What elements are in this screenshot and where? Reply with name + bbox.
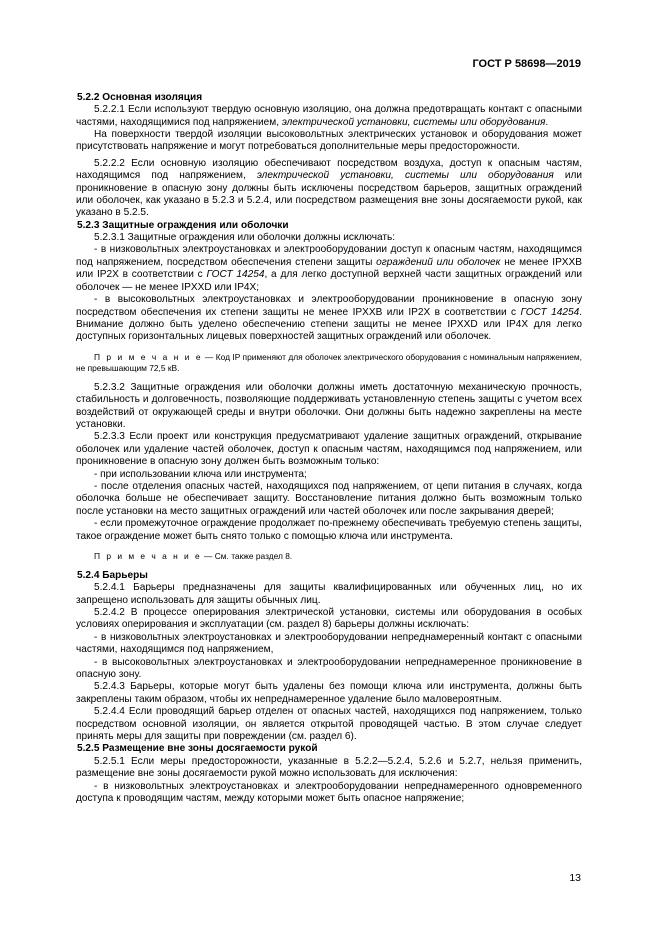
text-run: , а для легко доступной верхней части защитных ограждений или оболочек — не менее IPXXD или IP4X; — [76, 269, 582, 293]
text-run: - в высоковольтных электроустановках и электрооборудовании проникновение в опасную зону посредством обеспечения их степени защиты не менее IPXXB или IP2X в соответствии с — [76, 294, 582, 318]
paragraph-5-2-4-2: 5.2.4.2 В процессе оперирования электрической установки, системы или оборудования в особых условиях оперирования и эксплуатации (см. раздел 8) барьеры должны исключать: — [76, 607, 582, 631]
note-see-section-8 — [76, 551, 582, 562]
note-text: — Код IP применяют для оболочек электрического оборудования с номинальным напряжением, не превышающим 72,5 кВ. — [76, 351, 582, 373]
section-title-5-2-3: 5.2.3 Защитные ограждения или оболочки — [77, 219, 289, 231]
note-ip-code — [76, 352, 582, 374]
paragraph-5-2-5-1: 5.2.5.1 Если меры предосторожности, указанные в 5.2.2—5.2.4, 5.2.6 и 5.2.7, нельзя применить, размещение вне зоны досягаемости рукой можно использовать для исключения: — [76, 755, 582, 780]
list-item-simultaneous-access: - в низковольтных электроустановках и электрооборудовании непреднамеренного одновременного доступа к проводящим частям, между которыми может быть опасное напряжение; — [76, 780, 582, 804]
text-run: . Внимание должно быть уделено обеспечению степени защиты не менее IPXXD или IP4X для легко доступных горизонтальных лицевых поверхностей защитных ограждений или оболочек. — [76, 306, 582, 343]
section-title-5-2-2: 5.2.2 Основная изоляция — [77, 92, 203, 103]
text-run: 5.2.2.2 Если основную изоляцию обеспечивают посредством воздуха, доступ к опасным частям, находящимся под напряжением, — [76, 157, 582, 182]
paragraph-5-2-4-1: 5.2.4.1 Барьеры предназначены для защиты квалифицированных или обученных лиц, но их запрещено использовать для защиты обычных лиц. — [76, 582, 582, 606]
italic-text-run: электрической установки, системы или оборудования — [281, 116, 546, 128]
section-title-5-2-4: 5.2.4 Барьеры — [77, 570, 148, 581]
paragraph-5-2-3-2: 5.2.3.2 Защитные ограждения или оболочки должны иметь достаточную механическую прочность, стабильность и долговечность, позволяющие поддерживать установленную степень защиты с учетом всех воздействий от окружающей среды и внутри оболочки. Они должны быть надежно закреплены на месте установки. — [76, 381, 582, 430]
italic-text-run: электрической установки, системы или оборудования — [256, 170, 554, 182]
list-item-intermediate-barrier: - если промежуточное ограждение продолжает по-прежнему обеспечивать требуемую степень защиты, такое ограждение может быть снято только с помощью ключа или инструмента. — [76, 518, 582, 542]
page-number: 13 — [569, 872, 581, 884]
paragraph-5-2-4-3: 5.2.4.3 Барьеры, которые могут быть удалены без помощи ключа или инструмента, должны быть закреплены таким образом, чтобы их непреднамеренное удаление было маловероятным. — [76, 681, 582, 705]
list-item-low-voltage-contact: - в низковольтных электроустановках и электрооборудовании непреднамеренный контакт с опасными частями, находящимся под напряжением, — [76, 631, 582, 656]
text-run: или проникновение в опасную зону должны быть исключены посредством барьеров, защитных ограждений или оболочек, как указано в 5.2.3 и 5.2.4, или посредством размещения вне зоны досягаемости рукой, как указано в 5.2.5. — [76, 170, 582, 219]
paragraph-5-2-2-1-cont: На поверхности твердой изоляции высоковольтных электрических установок и оборудования может присутствовать напряжение и могут потребоваться дополнительные меры предосторожности. — [76, 129, 582, 153]
standard-reference: ГОСТ 14254 — [206, 269, 265, 281]
note-label: П р и м е ч а н и е — [94, 351, 203, 362]
standard-reference: ГОСТ 14254 — [520, 306, 580, 318]
list-item-key-tool: - при использовании ключа или инструмента; — [94, 468, 307, 480]
document-header: ГОСТ Р 58698—2019 — [472, 58, 581, 70]
paragraph-5-2-2-2 — [76, 158, 582, 220]
section-title-5-2-5: 5.2.5 Размещение вне зоны досягаемости рукой — [77, 743, 318, 755]
paragraph-5-2-4-4: 5.2.4.4 Если проводящий барьер отделен от опасных частей, находящихся под напряжением, только посредством основной изоляции, он является открытой проводящей частью. В этом случае следует принять меры для защиты при повреждении (см. раздел 6). — [76, 706, 582, 743]
italic-text-run: ограждений или оболочек — [376, 256, 501, 268]
paragraph-5-2-3-1: 5.2.3.1 Защитные ограждения или оболочки должны исключать: — [94, 232, 396, 244]
list-item-high-voltage — [76, 294, 582, 344]
text-run: . — [545, 116, 549, 128]
text-run: 5.2.2.1 Если используют твердую основную изоляцию, она должна предотвращать контакт с опасными частями, находящимися под напряжением, — [76, 104, 582, 128]
page-content — [76, 92, 582, 805]
list-item-low-voltage — [76, 244, 582, 294]
list-item-high-voltage-zone: - в высоковольтных электроустановках и электрооборудовании непреднамеренное проникновение в опасную зону. — [76, 656, 582, 681]
paragraph-5-2-3-3: 5.2.3.3 Если проект или конструкция предусматривают удаление защитных ограждений, открывание оболочек или удаление частей оболочек, доступ к опасным частям, находящимся под напряжением, или проникновение в опасную зону должен быть возможным только: — [76, 431, 582, 468]
note-label: П р и м е ч а н и е — [94, 551, 202, 561]
note-text: — См. также раздел 8. — [201, 551, 293, 561]
list-item-disconnect: - после отделения опасных частей, находящихся под напряжением, от цепи питания в случаях, когда оболочка больше не обеспечивает защиту. Восстановление питания должно быть возможным только после установки на место защитных ограждений или частей оболочек или после закрывания дверей; — [76, 480, 582, 517]
paragraph-5-2-2-1 — [76, 104, 582, 129]
text-run: - в низковольтных электроустановках и электрооборудовании доступ к опасным частям, находящимся под напряжением, посредством обеспечения степени защиты — [76, 244, 582, 268]
text-run: не менее IPXXB или IP2X в соответствии с — [76, 256, 583, 281]
